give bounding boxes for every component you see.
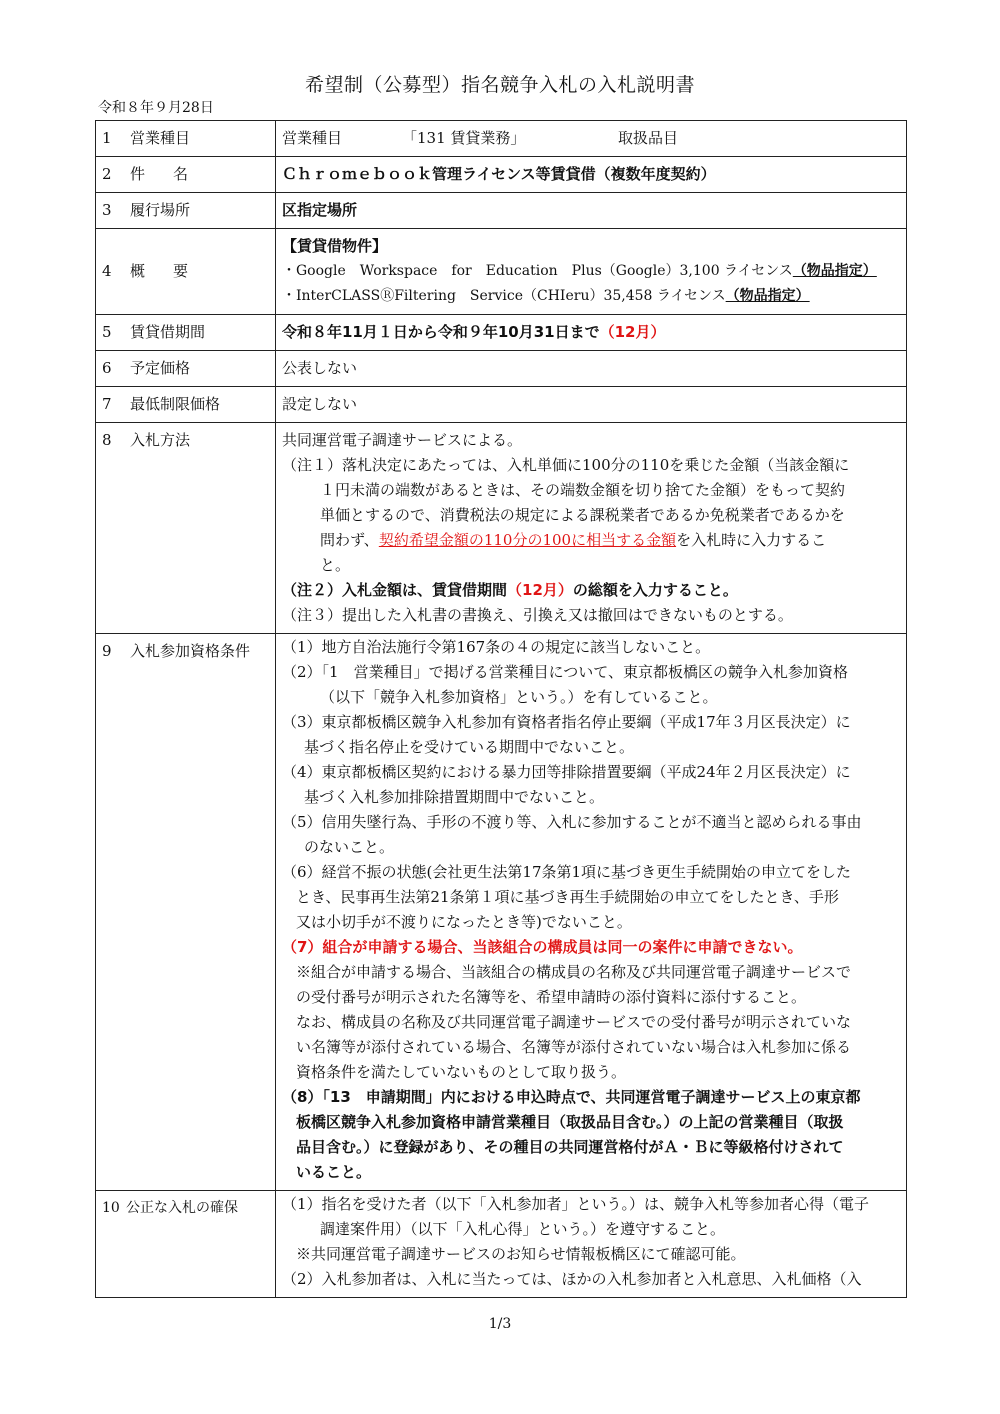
fairness-item: （1）指名を受けた者（以下「入札参加者」という。）は、競争入札等参加者心得（電子 bbox=[282, 1195, 870, 1213]
condition-line: 又は小切手が不渡りになったとき等)でないこと。 bbox=[296, 913, 632, 931]
note-1: （注１）落札決定にあたっては、入札単価に100分の110を乗じた金額（当該金額に bbox=[282, 456, 850, 474]
label-text-a: 件 bbox=[130, 165, 174, 183]
page-number: 1/3 bbox=[488, 1316, 512, 1332]
label-text: 公正な入札の確保 bbox=[126, 1200, 238, 1216]
condition-item: （2）「1 営業種目」で掲げる営業種目について、東京都板橋区の競争入札参加資格 bbox=[282, 663, 848, 681]
fairness-item: （2）入札参加者は、入札に当たっては、ほかの入札参加者と入札意思、入札価格（入 bbox=[282, 1270, 862, 1288]
row-label bbox=[96, 229, 276, 315]
condition-item-highlight: （7）組合が申請する場合、当該組合の構成員は同一の案件に申請できない。 bbox=[282, 938, 803, 956]
row-label bbox=[96, 351, 276, 387]
row-number: 3 bbox=[102, 201, 112, 219]
bid-method-text: 共同運営電子調達サービスによる。 bbox=[282, 431, 523, 449]
condition-note: い名簿等が添付されている場合、名簿等が添付されていない場合は入札参加に係る bbox=[296, 1038, 852, 1056]
period-text: 令和８年11月１日から令和９年10月31日まで bbox=[282, 323, 600, 341]
label-text-a: 概 bbox=[130, 262, 174, 280]
label-text: 賃貸借期間 bbox=[130, 323, 206, 341]
row-fair-bidding bbox=[96, 1191, 907, 1298]
condition-item: （5）信用失墜行為、手形の不渡り等、入札に参加することが不適当と認められる事由 bbox=[282, 813, 862, 831]
row-number: 1 bbox=[102, 129, 112, 147]
row-number: 2 bbox=[102, 165, 112, 183]
fairness-line: 調達案件用）（以下「入札心得」という。）を遵守すること。 bbox=[320, 1220, 726, 1238]
row-number: 7 bbox=[102, 395, 112, 413]
label-text-b: 名 bbox=[173, 165, 189, 183]
condition-line: 板橋区競争入札参加資格申請営業種目（取扱品目含む。）の上記の営業種目（取扱 bbox=[296, 1113, 844, 1131]
row-number: 10 bbox=[102, 1200, 120, 1216]
category-value: 「131 賃貸業務」 bbox=[402, 128, 526, 147]
row-subject bbox=[96, 157, 907, 193]
row-number: 4 bbox=[102, 262, 112, 280]
condition-item: （3）東京都板橋区競争入札参加有資格者指名停止要綱（平成17年３月区長決定）に bbox=[282, 713, 851, 731]
highlighted-amount: 契約希望金額の110分の100に相当する金額 bbox=[378, 531, 677, 549]
note-1-line: と。 bbox=[320, 556, 351, 574]
lease-period-value bbox=[276, 315, 907, 351]
document-title: 希望制（公募型）指名競争入札の入札説明書 bbox=[304, 74, 695, 96]
label-text: 入札方法 bbox=[130, 431, 191, 449]
overview-item: ・Google Workspace for Education Plus（Google）3,100 ライセンス（物品指定） bbox=[282, 263, 877, 279]
minimum-price-value: 設定しない bbox=[276, 387, 907, 423]
row-eligibility bbox=[96, 634, 907, 1191]
condition-line: いること。 bbox=[296, 1163, 372, 1181]
label-text: 最低制限価格 bbox=[130, 395, 221, 413]
condition-note: 資格条件を満たしていないものとして取り扱う。 bbox=[296, 1063, 627, 1081]
row-location bbox=[96, 193, 907, 229]
condition-note: の受付番号が明示された名簿等を、希望申請時の添付資料に添付すること。 bbox=[296, 988, 807, 1006]
condition-line: 基づく入札参加排除措置期間中でないこと。 bbox=[304, 788, 605, 806]
specification-table bbox=[95, 120, 907, 1298]
overview-item: ・InterCLASSⓇFiltering Service（CHIeru）35,458 ライセンス（物品指定） bbox=[282, 288, 810, 304]
row-label bbox=[96, 387, 276, 423]
row-number: 9 bbox=[102, 642, 112, 660]
condition-line: （以下「競争入札参加資格」という。）を有していること。 bbox=[320, 688, 718, 706]
note-1-line: 単価とするので、消費税法の規定による課税業者であるか免税業者であるかを bbox=[320, 506, 845, 524]
row-label bbox=[96, 1191, 276, 1298]
eligibility-value bbox=[276, 634, 907, 1191]
note-2: （注２）入札金額は、賃貸借期間（12月）の総額を入力すること。 bbox=[282, 581, 738, 599]
subject-value: Ｃｈｒｏｍｅｂｏｏｋ管理ライセンス等賃貸借（複数年度契約） bbox=[276, 157, 907, 193]
row-business-category bbox=[96, 121, 907, 157]
row-lease-period bbox=[96, 315, 907, 351]
bid-method-value bbox=[276, 423, 907, 634]
label-text-b: 要 bbox=[173, 262, 189, 280]
row-label bbox=[96, 315, 276, 351]
condition-line: 品目含む。）に登録があり、その種目の共同運営格付がＡ・Ｂに等級格付けされて bbox=[296, 1138, 844, 1156]
location-value: 区指定場所 bbox=[276, 193, 907, 229]
item-value bbox=[730, 121, 906, 155]
condition-item: （1）地方自治法施行令第167条の４の規定に該当しないこと。 bbox=[282, 638, 711, 656]
designated-tag: （物品指定） bbox=[792, 263, 877, 279]
row-estimated-price bbox=[96, 351, 907, 387]
condition-line: とき、民事再生法第21条第１項に基づき再生手続開始の申立てをしたとき、手形 bbox=[296, 888, 839, 906]
label-text: 入札参加資格条件 bbox=[130, 642, 251, 660]
row-label bbox=[96, 121, 276, 157]
row-label bbox=[96, 193, 276, 229]
row-label bbox=[96, 157, 276, 193]
fairness-note: ※共同運営電子調達サービスのお知らせ情報板橋区にて確認可能。 bbox=[296, 1245, 746, 1263]
row-label bbox=[96, 634, 276, 1191]
overview-heading: 【賃貸借物件】 bbox=[282, 237, 388, 255]
row-bid-method bbox=[96, 423, 907, 634]
condition-item: （6）経営不振の状態(会社更生法第17条第1項に基づき更生手続開始の申立てをした bbox=[282, 863, 852, 881]
document-date: 令和８年９月28日 bbox=[98, 100, 214, 116]
note-1-line: 問わず、契約希望金額の110分の100に相当する金額を入札時に入力するこ bbox=[320, 531, 827, 549]
condition-item: （4）東京都板橋区契約における暴力団等排除措置要綱（平成24年２月区長決定）に bbox=[282, 763, 851, 781]
row-overview bbox=[96, 229, 907, 315]
note-3: （注３）提出した入札書の書換え、引換え又は撤回はできないものとする。 bbox=[282, 606, 793, 624]
item-label: 取扱品目 bbox=[618, 128, 679, 147]
row-number: 8 bbox=[102, 431, 112, 449]
condition-note: なお、構成員の名称及び共同運営電子調達サービスでの受付番号が明示されていな bbox=[296, 1013, 852, 1031]
condition-item: （8）「13 申請期間」内における申込時点で、共同運営電子調達サービス上の東京都 bbox=[282, 1088, 861, 1106]
label-text: 予定価格 bbox=[130, 359, 191, 377]
period-months: （12月） bbox=[599, 323, 666, 341]
condition-line: 基づく指名停止を受けている期間中でないこと。 bbox=[304, 738, 635, 756]
note-1-line: １円未満の端数があるときは、その端数金額を切り捨てた金額）をもって契約 bbox=[320, 481, 846, 499]
label-text: 営業種目 bbox=[130, 129, 191, 147]
label-text: 履行場所 bbox=[130, 201, 191, 219]
condition-note: ※組合が申請する場合、当該組合の構成員の名称及び共同運営電子調達サービスで bbox=[296, 963, 852, 981]
row-number: 5 bbox=[102, 323, 112, 341]
row-value bbox=[276, 121, 907, 157]
row-minimum-price bbox=[96, 387, 907, 423]
overview-value bbox=[276, 229, 907, 315]
fair-bidding-value bbox=[276, 1191, 907, 1298]
condition-line: のないこと。 bbox=[304, 838, 395, 856]
estimated-price-value: 公表しない bbox=[276, 351, 907, 387]
designated-tag: （物品指定） bbox=[725, 288, 810, 304]
row-number: 6 bbox=[102, 359, 112, 377]
row-label bbox=[96, 423, 276, 634]
category-label: 営業種目 bbox=[282, 128, 343, 147]
